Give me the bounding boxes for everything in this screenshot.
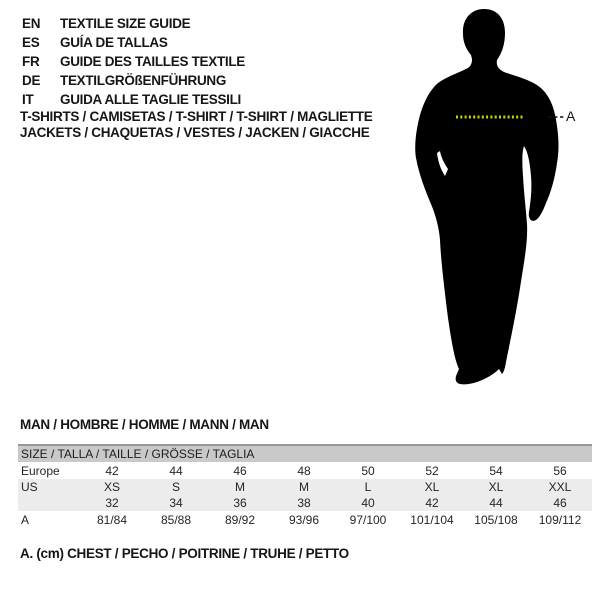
size-table	[18, 444, 592, 529]
man-silhouette-figure	[400, 0, 600, 400]
table-cell: S	[171, 480, 180, 494]
table-row-us-alpha	[18, 479, 592, 495]
table-cell: 44	[489, 496, 503, 510]
table-cell: 44	[169, 463, 183, 478]
language-row-es	[22, 33, 245, 52]
table-cell: 32	[105, 496, 119, 510]
table-cell: 97/100	[349, 513, 387, 527]
table-cell: 89/92	[224, 513, 256, 527]
table-cell: XL	[488, 480, 504, 494]
garment-categories	[20, 109, 372, 140]
row-label: A	[21, 513, 30, 527]
language-code: FR	[22, 54, 40, 69]
measure-label: A	[566, 108, 576, 124]
language-row-it	[22, 90, 245, 109]
category-jackets: JACKETS / CHAQUETAS / VESTES / JACKEN / GIACCHE	[20, 124, 370, 140]
table-cell: 105/108	[474, 513, 518, 527]
table-cell: 38	[297, 496, 311, 510]
table-cell: M	[235, 480, 245, 494]
language-code: DE	[22, 73, 41, 88]
table-cell: 40	[361, 496, 375, 510]
language-title-list	[22, 14, 245, 109]
row-label: US	[21, 480, 38, 494]
language-code: IT	[22, 92, 34, 107]
table-cell: 42	[425, 496, 439, 510]
table-cell: XL	[424, 480, 440, 494]
table-cell: XXL	[548, 480, 572, 494]
table-cell: 81/84	[96, 513, 128, 527]
table-cell: 50	[361, 463, 375, 478]
us-size-band	[18, 479, 592, 511]
section-title-man: MAN / HOMBRE / HOMME / MANN / MAN	[20, 417, 269, 432]
language-row-en	[22, 14, 245, 33]
table-cell: 36	[233, 496, 247, 510]
table-cell: 54	[489, 463, 503, 478]
table-cell: 42	[105, 463, 119, 478]
table-cell: 48	[297, 463, 311, 478]
language-title: GUÍA DE TALLAS	[60, 35, 168, 50]
table-row-europe	[18, 462, 592, 479]
language-title: GUIDA ALLE TAGLIE TESSILI	[60, 92, 241, 107]
table-cell: 109/112	[538, 513, 582, 527]
language-title: TEXTILE SIZE GUIDE	[60, 16, 191, 31]
size-table-header: SIZE / TALLA / TAILLE / GRÖSSE / TAGLIA	[18, 444, 592, 462]
measurement-footnote: A. (cm) CHEST / PECHO / POITRINE / TRUHE / PETTO	[20, 546, 349, 561]
table-cell: 56	[553, 463, 567, 478]
table-cell: 46	[553, 496, 567, 510]
table-cell: 85/88	[160, 513, 192, 527]
language-code: EN	[22, 16, 41, 31]
measurement-figure	[400, 0, 600, 400]
language-row-de	[22, 71, 245, 90]
row-label: Europe	[21, 463, 60, 478]
table-cell: L	[364, 480, 372, 494]
table-cell: M	[299, 480, 309, 494]
table-row-chest-cm	[18, 511, 592, 529]
table-cell: 46	[233, 463, 247, 478]
table-cell: XS	[103, 480, 120, 494]
table-cell: 52	[425, 463, 439, 478]
language-row-fr	[22, 52, 245, 71]
table-cell: 34	[169, 496, 183, 510]
table-cell: 101/104	[410, 513, 454, 527]
language-title: GUIDE DES TAILLES TEXTILE	[60, 54, 246, 69]
table-cell: 93/96	[288, 513, 320, 527]
category-tshirts: T-SHIRTS / CAMISETAS / T-SHIRT / T-SHIRT / MAGLIETTE	[20, 109, 373, 124]
language-code: ES	[22, 35, 40, 50]
man-silhouette	[415, 9, 558, 384]
language-title: TEXTILGRÖßENFÜHRUNG	[60, 73, 227, 88]
table-row-us-numeric	[18, 495, 592, 511]
